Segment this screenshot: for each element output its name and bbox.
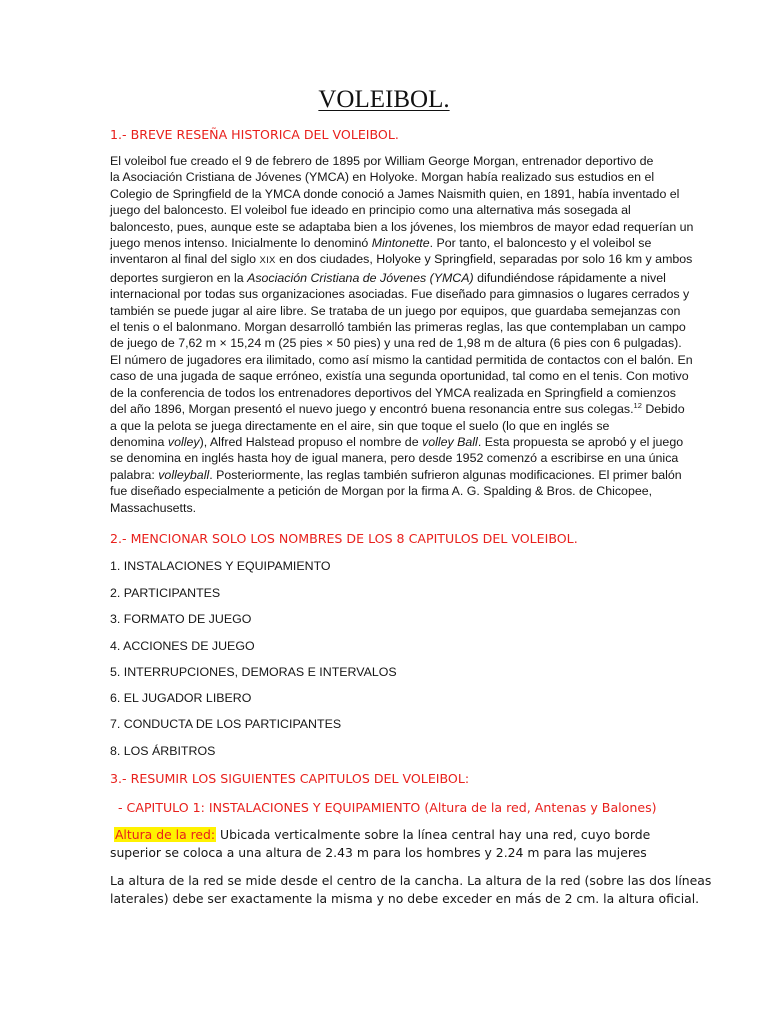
- paragraph-line-mixed: [110, 235, 662, 251]
- paragraph-line: Massachusetts.: [110, 500, 197, 515]
- italic-term-volley-ball: volley Ball: [422, 434, 478, 449]
- paragraph-line: el tenis o el balonmano. Morgan desarrolló también las primeras reglas, las que contemplaban un campo: [110, 320, 686, 335]
- document-title: VOLEIBOL.: [318, 86, 450, 113]
- net-height-paragraph: [110, 826, 670, 862]
- paragraph-line: caso de una jugada de saque erróneo, existía una segunda oportunidad, tal como en el tenis. Con motivo: [110, 369, 689, 384]
- text-run: difundiéndose rápidamente a nivel: [473, 270, 666, 285]
- paragraph-line: de la conferencia de todos los entrenadores deportivos del YMCA realizada en Springfield a comienzos: [110, 385, 676, 400]
- chapter-item: 4. ACCIONES DE JUEGO: [110, 638, 255, 653]
- paragraph-line: también se puede jugar al aire libre. Se trataba de un juego por equipos, que guardaba semejanzas con: [110, 303, 681, 318]
- paragraph-line-mixed: [110, 401, 685, 417]
- paragraph-line: a que la pelota se juega directamente en el aire, sin que toque el suelo (lo que en inglés se: [110, 418, 610, 433]
- section-3-heading: 3.- RESUMIR LOS SIGUIENTES CAPITULOS DEL VOLEIBOL:: [110, 771, 470, 786]
- text-run: . Esta propuesta se aprobó y el juego: [477, 434, 684, 449]
- paragraph-line: se denomina en inglés hasta hoy de igual manera, pero desde 1952 comenzó a escribirse en una única: [110, 451, 679, 466]
- chapter-1-subheading: - CAPITULO 1: INSTALACIONES Y EQUIPAMIENTO (Altura de la red, Antenas y Balones): [118, 800, 657, 815]
- paragraph-line: El número de jugadores era ilimitado, como así mismo la cantidad permitida de contactos con el balón. En: [110, 352, 693, 367]
- text-run: ), Alfred Halstead propuso el nombre de: [199, 434, 423, 449]
- paragraph-line: superior se coloca a una altura de 2.43 m para los hombres y 2.24 m para las mujeres: [110, 845, 647, 860]
- italic-term-volley: volley: [167, 434, 200, 449]
- text-run: Ubicada verticalmente sobre la línea central hay una red, cuyo borde: [216, 827, 651, 842]
- text-run: denomina: [110, 434, 168, 449]
- section-1-paragraph: [110, 153, 694, 516]
- paragraph-line: La altura de la red se mide desde el centro de la cancha. La altura de la red (sobre las dos líneas: [110, 873, 712, 888]
- text-run: Debido: [641, 402, 685, 417]
- paragraph-line: internacional por todas sus organizaciones asociadas. Fue diseñado para gimnasios o lugares cerrados y: [110, 287, 690, 302]
- paragraph-line-mixed: [110, 826, 670, 844]
- text-run: deportes surgieron en la: [110, 270, 248, 285]
- paragraph-line-mixed: [110, 251, 693, 269]
- century-numeral: XIX: [259, 255, 276, 267]
- paragraph-line-mixed: [110, 270, 666, 286]
- text-run: juego menos intenso. Inicialmente lo denominó: [110, 236, 372, 251]
- paragraph-line-mixed: [110, 467, 682, 483]
- paragraph-line: baloncesto, pues, aunque este se adaptaba bien a los jóvenes, los miembros de mayor edad requerían un: [110, 219, 694, 234]
- footnote-reference[interactable]: 12: [633, 401, 642, 411]
- text-run: del año 1896, Morgan presentó el nuevo juego y encontró buena resonancia entre sus colegas.: [110, 402, 634, 417]
- italic-term-ymca: Asociación Cristiana de Jóvenes (YMCA): [247, 270, 474, 285]
- paragraph-line: El voleibol fue creado el 9 de febrero de 1895 por William George Morgan, entrenador deportivo de: [110, 154, 654, 168]
- chapter-item: 2. PARTICIPANTES: [110, 585, 221, 600]
- net-measurement-paragraph: [110, 872, 712, 908]
- chapter-item: 1. INSTALACIONES Y EQUIPAMIENTO: [110, 559, 331, 573]
- highlighted-label: Altura de la red:: [114, 827, 216, 842]
- paragraph-line: fue diseñado especialmente a petición de Morgan por la firma A. G. Spalding & Bros. de Chicopee,: [110, 484, 653, 499]
- paragraph-line: la Asociación Cristiana de Jóvenes (YMCA) en Holyoke. Morgan había realizado sus estudios en el: [110, 170, 655, 185]
- chapter-item: 8. LOS ÁRBITROS: [110, 744, 216, 758]
- italic-term-volleyball: volleyball: [158, 467, 210, 482]
- text-run: . Por tanto, el baloncesto y el voleibol se: [429, 236, 652, 251]
- paragraph-line: Colegio de Springfield de la YMCA donde conoció a James Naismith quien, en 1891, había inventado el: [110, 186, 680, 201]
- text-run: en dos ciudades, Holyoke y Springfield, separadas por solo 16 km y ambos: [275, 252, 693, 267]
- chapter-item: 7. CONDUCTA DE LOS PARTICIPANTES: [110, 717, 342, 731]
- paragraph-line: laterales) debe ser exactamente la misma y no debe exceder en más de 2 cm. la altura oficial.: [110, 891, 700, 906]
- chapter-item: 5. INTERRUPCIONES, DEMORAS E INTERVALOS: [110, 665, 397, 679]
- text-run: . Posteriormente, las reglas también sufrieron algunas modificaciones. El primer balón: [209, 467, 682, 482]
- paragraph-line-mixed: [110, 434, 684, 450]
- section-2-heading: 2.- MENCIONAR SOLO LOS NOMBRES DE LOS 8 CAPITULOS DEL VOLEIBOL.: [110, 531, 578, 546]
- section-1-heading: 1.- BREVE RESEÑA HISTORICA DEL VOLEIBOL.: [110, 127, 399, 142]
- chapter-item: 6. EL JUGADOR LIBERO: [110, 691, 252, 705]
- text-run: palabra:: [110, 467, 159, 482]
- text-run: inventaron al final del siglo: [110, 252, 260, 267]
- chapter-item: 3. FORMATO DE JUEGO: [110, 612, 252, 626]
- italic-term-mintonette: Mintonette: [371, 236, 430, 251]
- paragraph-line: de juego de 7,62 m × 15,24 m (25 pies × 50 pies) y una red de 1,98 m de altura (6 pies con 6 pulgadas).: [110, 336, 682, 351]
- paragraph-line: juego del baloncesto. El voleibol fue ideado en principio como una alternativa más sosegada al: [110, 203, 631, 218]
